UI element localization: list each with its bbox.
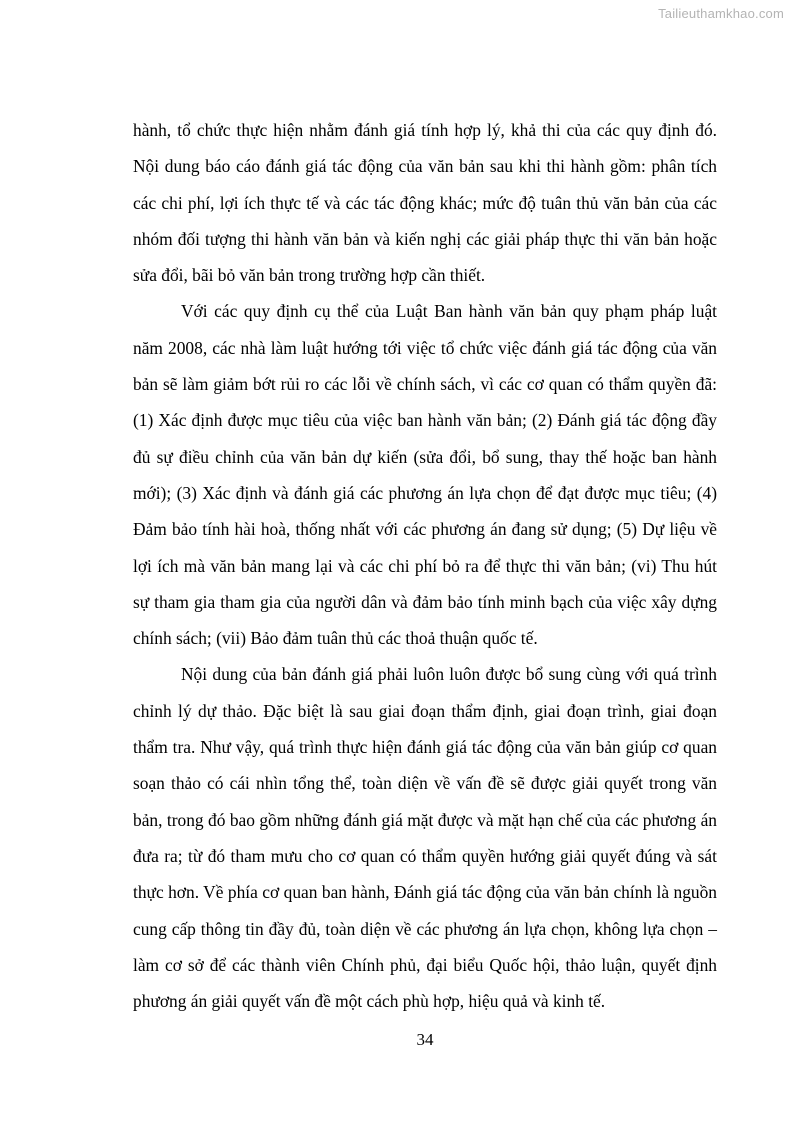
paragraph: Nội dung của bản đánh giá phải luôn luôn được bổ sung cùng với quá trình chỉnh lý dự thảo. Đặc biệt là sau giai đoạn thẩm định, giai đoạn trình, giai đoạn thẩm tra. Như vậy, quá trình thực hiện đánh giá tác động của văn bản giúp cơ quan soạn thảo có cái nhìn tổng thể, toàn diện về vấn đề sẽ được giải quyết trong văn bản, trong đó bao gồm những đánh giá mặt được và mặt hạn chế của các phương án đưa ra; từ đó tham mưu cho cơ quan có thẩm quyền hướng giải quyết đúng và sát thực hơn. Về phía cơ quan ban hành, Đánh giá tác động của văn bản chính là nguồn cung cấp thông tin đầy đủ, toàn diện về các phương án lựa chọn, không lựa chọn – làm cơ sở để các thành viên Chính phủ, đại biểu Quốc hội, thảo luận, quyết định phương án giải quyết vấn đề một cách phù hợp, hiệu quả và kinh tế.: [133, 664, 717, 1012]
paragraph: Với các quy định cụ thể của Luật Ban hành văn bản quy phạm pháp luật năm 2008, các nhà làm luật hướng tới việc tổ chức việc đánh giá tác động của văn bản sẽ làm giảm bớt rủi ro các lỗi về chính sách, vì các cơ quan có thẩm quyền đã: (1) Xác định được mục tiêu của việc ban hành văn bản; (2) Đánh giá tác động đầy đủ sự điều chỉnh của văn bản dự kiến (sửa đổi, bổ sung, thay thế hoặc ban hành mới); (3) Xác định và đánh giá các phương án lựa chọn để đạt được mục tiêu; (4) Đảm bảo tính hài hoà, thống nhất với các phương án đang sử dụng; (5) Dự liệu về lợi ích mà văn bản mang lại và các chi phí bỏ ra để thực thi văn bản; (vi) Thu hút sự tham gia tham gia của người dân và đảm bảo tính minh bạch của việc xây dựng chính sách; (vii) Bảo đảm tuân thủ các thoả thuận quốc tế.: [133, 301, 717, 649]
watermark: Tailieuthamkhao.com: [658, 6, 784, 21]
page-body: [133, 112, 717, 1019]
paragraph-continued: hành, tổ chức thực hiện nhằm đánh giá tính hợp lý, khả thi của các quy định đó. Nội dung báo cáo đánh giá tác động của văn bản sau khi thi hành gồm: phân tích các chi phí, lợi ích thực tế và các tác động khác; mức độ tuân thủ văn bản của các nhóm đối tượng thi hành văn bản và kiến nghị các giải pháp thực thi văn bản hoặc sửa đổi, bãi bỏ văn bản trong trường hợp cần thiết.: [133, 120, 717, 286]
page-number: 34: [416, 1030, 434, 1049]
